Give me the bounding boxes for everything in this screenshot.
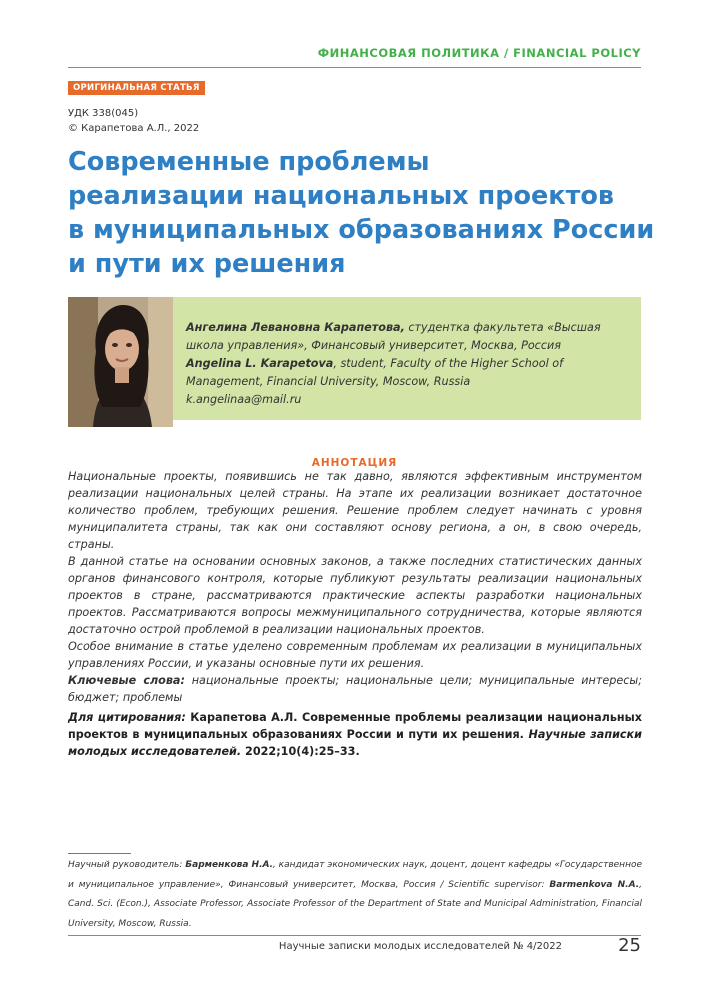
title-line: и пути их решения xyxy=(68,249,346,279)
author-email[interactable]: k.angelinaa@mail.ru xyxy=(186,393,302,406)
citation xyxy=(68,709,642,760)
citation-ref: 2022;10(4):25–33. xyxy=(241,745,360,758)
footnote xyxy=(68,856,642,934)
section-header: ФИНАНСОВАЯ ПОЛИТИКА / FINANCIAL POLICY xyxy=(317,46,641,60)
author-info xyxy=(186,319,636,409)
abstract-paragraph: Особое внимание в статье уделено современным проблемам их реализации в муниципальных управлениях России, и указаны основные пути их решения. xyxy=(68,640,642,670)
udk-code: УДК 338(045) xyxy=(68,108,139,119)
keywords-label: Ключевые слова: xyxy=(68,674,185,687)
footnote-text: , кандидат экономических наук, доцент, доцент кафедры «Государственное и муниципальное управление», Финансовый университет, Москва, Россия / Scientific supervisor: xyxy=(68,860,642,890)
abstract xyxy=(68,468,642,706)
page-number: 25 xyxy=(618,935,641,956)
footnote-text: Научный руководитель: xyxy=(68,860,186,870)
keywords-list: национальные проекты; национальные цели; муниципальные интересы; бюджет; проблемы xyxy=(68,674,643,704)
article-type-badge: ОРИГИНАЛЬНАЯ СТАТЬЯ xyxy=(68,81,205,95)
author-name-ru: Ангелина Левановна Карапетова, xyxy=(186,321,405,334)
footer-divider xyxy=(68,935,641,936)
author-photo xyxy=(68,297,173,427)
article-title xyxy=(68,145,655,281)
author-desc-en: , student, Faculty of the Higher School of Management, Financial University, Moscow, Russia xyxy=(186,357,564,388)
journal-name: Научные записки молодых исследователей № 4/2022 xyxy=(278,941,562,952)
keywords xyxy=(68,672,642,706)
supervisor-name-ru: Барменкова Н.А. xyxy=(185,860,273,870)
footnote-divider xyxy=(68,853,131,854)
title-line: реализации национальных проектов xyxy=(68,181,615,211)
annotation-heading: АННОТАЦИЯ xyxy=(311,457,398,469)
title-line: Современные проблемы xyxy=(68,147,430,177)
citation-journal: Научные записки молодых исследователей. xyxy=(68,728,642,758)
author-desc-ru: студентка факультета «Высшая школа управления», Финансовый университет, Москва, Россия xyxy=(186,321,601,352)
abstract-paragraph: В данной статье на основании основных законов, а также последних статистических данных органов финансового контроля, которые публикуют результаты реализации национальных проектов в стране, рассматриваются практические аспекты разработки национальных проектов. Рассматриваются вопросы межмуниципального сотрудничества, которые являются достаточно острой проблемой в реализации национальных проектов. xyxy=(68,555,642,636)
title-line: в муниципальных образованиях России xyxy=(68,215,655,245)
citation-text: Карапетова А.Л. Современные проблемы реализации национальных проектов в муниципальных образованиях России и пути их решения. xyxy=(68,711,642,741)
udk-block xyxy=(68,106,199,136)
header-divider xyxy=(68,67,641,68)
citation-label: Для цитирования: xyxy=(68,711,186,724)
copyright: © Карапетова А.Л., 2022 xyxy=(68,123,200,134)
supervisor-name-en: Barmenkova N.A. xyxy=(549,879,640,890)
abstract-paragraph: Национальные проекты, появившись не так давно, являются эффективным инструментом реализации национальных целей страны. На этапе их реализации возникает достаточное количество проблем, требующих решения. Решение проблем следует начинать с уровня муниципалитета страны, так как они составляют основу региона, а он, в свою очередь, страны. xyxy=(68,470,642,551)
footnote-text: , Cand. Sci. (Econ.), Associate Professor, Associate Professor of the Department of State and Municipal Administration, Financial University, Moscow, Russia. xyxy=(68,879,643,929)
author-name-en: Angelina L. Karapetova xyxy=(186,357,334,370)
author-portrait-icon xyxy=(68,297,173,427)
